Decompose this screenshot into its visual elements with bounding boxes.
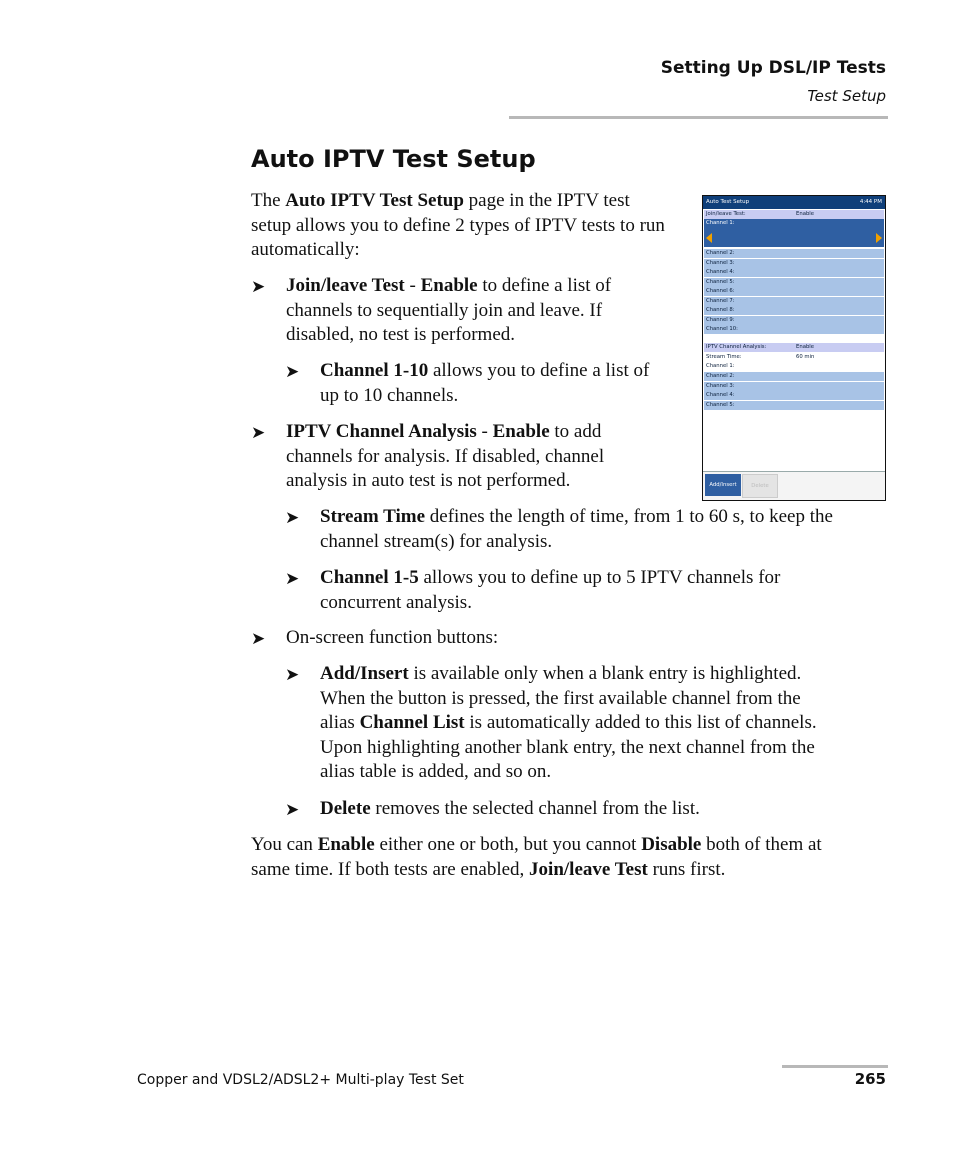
screenshot-title: Auto Test Setup <box>706 199 750 205</box>
delete-button[interactable]: Delete <box>742 474 778 498</box>
join-channel-row[interactable] <box>704 306 884 315</box>
join-channel-label: Channel 7: <box>706 297 735 304</box>
join-channel-label: Channel 2: <box>706 250 735 256</box>
iptv-channel-label: Channel 3: <box>706 382 735 389</box>
footer-rule <box>782 1065 888 1068</box>
running-header-chapter: Setting Up DSL/IP Tests <box>660 58 886 78</box>
iptv-channel-label: Channel 4: <box>706 392 735 398</box>
bullet-channel-1-5: ➤ Channel 1-5 allows you to define up to 5 IPTV channels for concurrent analysis. <box>285 567 781 613</box>
join-channel-row[interactable] <box>704 287 884 296</box>
bullet-add-insert: ➤ Add/Insert is available only when a blank entry is highlighted. When the button is pressed, the first available channel from the alias Channel List is automatically added to this list of channels. Upon highlighting another blank entry, the next channel from the alias table is added, and so on. <box>285 663 817 783</box>
page-number: 265 <box>854 1070 886 1088</box>
join-leave-value: Enable <box>796 211 815 217</box>
bullet-arrow-icon: ➤ <box>251 629 266 648</box>
bullet-arrow-icon: ➤ <box>285 665 300 684</box>
join-channel-label: Channel 9: <box>706 316 735 323</box>
add-insert-button[interactable]: Add/Insert <box>705 474 741 496</box>
join-leave-label: Join/leave Test: <box>706 211 746 217</box>
bullet-stream-time: ➤ Stream Time defines the length of time, from 1 to 60 s, to keep the channel stream(s) for analysis. <box>285 506 833 552</box>
bullet-arrow-icon: ➤ <box>285 508 300 527</box>
bullet-arrow-icon: ➤ <box>285 569 300 588</box>
bullet-onscreen-buttons: ➤ On-screen function buttons: <box>251 626 891 651</box>
iptv-channel-row[interactable] <box>704 391 884 400</box>
stream-time-value: 60 min <box>796 354 815 360</box>
join-channel-label: Channel 8: <box>706 307 735 313</box>
join-channel-label: Channel 5: <box>706 278 735 285</box>
iptv-analysis-label: IPTV Channel Analysis: <box>706 344 767 350</box>
footer-product: Copper and VDSL2/ADSL2+ Multi-play Test Set <box>137 1072 464 1088</box>
bullet-delete: ➤ Delete removes the selected channel from the list. <box>285 797 905 822</box>
screenshot-titlebar <box>703 196 885 209</box>
stream-time-label: Stream Time: <box>706 354 742 360</box>
join-channel-label: Channel 1: <box>706 220 735 226</box>
stream-time-row[interactable] <box>704 353 884 362</box>
join-channel-label: Channel 4: <box>706 269 735 275</box>
iptv-channel-row[interactable] <box>704 362 884 371</box>
join-channel-row-selected[interactable] <box>704 219 884 247</box>
device-screenshot <box>702 195 886 501</box>
screenshot-button-bar <box>703 471 885 500</box>
closing-paragraph: You can Enable either one or both, but you cannot Disable both of them at same time. If both tests are enabled, Join/leave Test runs first. <box>251 834 822 880</box>
bullet-arrow-icon: ➤ <box>251 277 266 296</box>
join-channel-row[interactable] <box>704 316 884 325</box>
join-channel-row[interactable] <box>704 297 884 306</box>
header-rule <box>509 116 888 119</box>
join-channel-label: Channel 10: <box>706 326 738 332</box>
join-channel-label: Channel 3: <box>706 259 735 266</box>
iptv-channel-label: Channel 5: <box>706 401 735 408</box>
intro-paragraph: The Auto IPTV Test Setup page in the IPTV test setup allows you to define 2 types of IPTV tests to run automatically: <box>251 190 665 261</box>
iptv-analysis-row[interactable] <box>704 343 884 352</box>
section-title: Auto IPTV Test Setup <box>251 145 536 173</box>
bullet-arrow-icon: ➤ <box>285 800 300 819</box>
bullet-channel-1-10: ➤ Channel 1-10 allows you to define a list of up to 10 channels. <box>285 360 650 406</box>
join-channel-row[interactable] <box>704 249 884 258</box>
iptv-channel-label: Channel 2: <box>706 373 735 379</box>
iptv-channel-row[interactable] <box>704 401 884 410</box>
join-leave-row[interactable] <box>704 210 884 219</box>
bullet-arrow-icon: ➤ <box>285 362 300 381</box>
iptv-channel-row[interactable] <box>704 382 884 391</box>
iptv-channel-row[interactable] <box>704 372 884 381</box>
bullet-arrow-icon: ➤ <box>251 423 266 442</box>
join-channel-row[interactable] <box>704 268 884 277</box>
scroll-left-icon[interactable] <box>706 233 712 243</box>
bullet-iptv-channel-analysis: ➤ IPTV Channel Analysis - Enable to add channels for analysis. If disabled, channel analysis in auto test is not performed. <box>251 421 605 492</box>
screenshot-time: 4:44 PM <box>859 199 882 205</box>
join-channel-row[interactable] <box>704 259 884 268</box>
bullet-join-leave: ➤ Join/leave Test - Enable to define a list of channels to sequentially join and leave. If disabled, no test is performed. <box>251 275 612 346</box>
running-header-section: Test Setup <box>807 87 886 105</box>
join-channel-row[interactable] <box>704 325 884 334</box>
iptv-channel-label: Channel 1: <box>706 363 735 369</box>
join-channel-label: Channel 6: <box>706 288 735 294</box>
iptv-analysis-value: Enable <box>796 344 815 350</box>
join-channel-row[interactable] <box>704 278 884 287</box>
scroll-right-icon[interactable] <box>876 233 882 243</box>
